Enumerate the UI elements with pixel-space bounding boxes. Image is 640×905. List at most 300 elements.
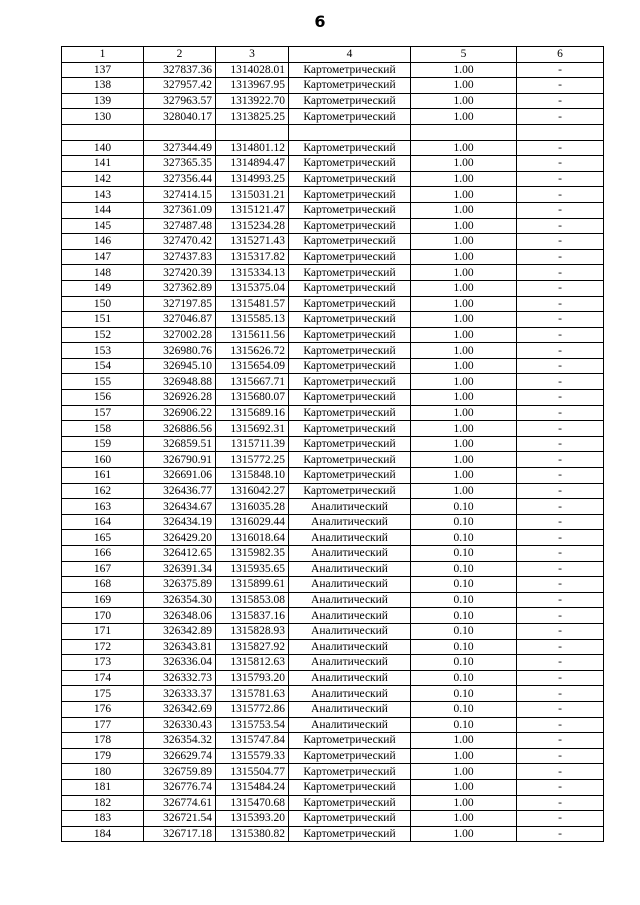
table-row [62,171,604,187]
point-number-cell: 173 [62,655,144,671]
table-row [62,795,604,811]
table-row [62,140,604,156]
method-cell: Картометрический [289,202,411,218]
table-row [62,468,604,484]
method-cell: Картометрический [289,327,411,343]
y-coordinate-cell: 1315271.43 [216,234,289,250]
y-coordinate-cell: 1313922.70 [216,93,289,109]
table-row [62,452,604,468]
accuracy-cell: 1.00 [411,265,517,281]
note-cell: - [517,265,604,281]
method-cell: Картометрический [289,280,411,296]
x-coordinate-cell: 326391.34 [144,561,216,577]
y-coordinate-cell: 1314894.47 [216,156,289,172]
table-body [62,62,604,842]
method-cell: Аналитический [289,577,411,593]
accuracy-cell: 1.00 [411,280,517,296]
table-row [62,78,604,94]
note-cell: - [517,187,604,203]
accuracy-cell: 1.00 [411,452,517,468]
x-coordinate-cell: 326691.06 [144,468,216,484]
table-row [62,639,604,655]
note-cell: - [517,405,604,421]
table-row [62,249,604,265]
table-row [62,62,604,78]
x-coordinate-cell: 326348.06 [144,608,216,624]
point-number-cell: 155 [62,374,144,390]
table-row [62,436,604,452]
table-row [62,374,604,390]
method-cell: Картометрический [289,234,411,250]
accuracy-cell: 0.10 [411,561,517,577]
x-coordinate-cell: 326330.43 [144,717,216,733]
point-number-cell: 165 [62,530,144,546]
method-cell: Картометрический [289,795,411,811]
point-number-cell: 166 [62,546,144,562]
point-number-cell: 162 [62,483,144,499]
accuracy-cell: 0.10 [411,655,517,671]
point-number-cell: 150 [62,296,144,312]
note-cell: - [517,483,604,499]
table-row [62,280,604,296]
note-cell: - [517,78,604,94]
table-row [62,312,604,328]
y-coordinate-cell: 1314993.25 [216,171,289,187]
accuracy-cell: 1.00 [411,779,517,795]
x-coordinate-cell: 326948.88 [144,374,216,390]
note-cell: - [517,156,604,172]
y-coordinate-cell: 1315504.77 [216,764,289,780]
point-number-cell [62,124,144,140]
accuracy-cell [411,124,517,140]
point-number-cell: 142 [62,171,144,187]
point-number-cell: 180 [62,764,144,780]
accuracy-cell: 1.00 [411,312,517,328]
x-coordinate-cell: 326776.74 [144,779,216,795]
x-coordinate-cell: 327002.28 [144,327,216,343]
method-cell: Картометрический [289,436,411,452]
y-coordinate-cell: 1315585.13 [216,312,289,328]
accuracy-cell: 0.10 [411,639,517,655]
y-coordinate-cell: 1316018.64 [216,530,289,546]
y-coordinate-cell: 1315753.54 [216,717,289,733]
point-number-cell: 157 [62,405,144,421]
x-coordinate-cell [144,124,216,140]
table-row [62,733,604,749]
y-coordinate-cell: 1314028.01 [216,62,289,78]
table-row [62,701,604,717]
y-coordinate-cell: 1315626.72 [216,343,289,359]
method-cell: Аналитический [289,561,411,577]
method-cell: Картометрический [289,779,411,795]
y-coordinate-cell: 1315654.09 [216,358,289,374]
method-cell: Картометрический [289,312,411,328]
y-coordinate-cell: 1316029.44 [216,514,289,530]
y-coordinate-cell: 1315334.13 [216,265,289,281]
table-row [62,655,604,671]
y-coordinate-cell: 1315481.57 [216,296,289,312]
point-number-cell: 154 [62,358,144,374]
table-row [62,608,604,624]
point-number-cell: 153 [62,343,144,359]
accuracy-cell: 1.00 [411,187,517,203]
x-coordinate-cell: 326342.89 [144,623,216,639]
point-number-cell: 170 [62,608,144,624]
accuracy-cell: 1.00 [411,62,517,78]
point-number-cell: 178 [62,733,144,749]
method-cell: Картометрический [289,826,411,842]
point-number-cell: 164 [62,514,144,530]
y-coordinate-cell: 1315393.20 [216,811,289,827]
table-row [62,218,604,234]
method-cell: Аналитический [289,530,411,546]
method-cell: Картометрический [289,109,411,125]
note-cell: - [517,280,604,296]
y-coordinate-cell: 1315689.16 [216,405,289,421]
note-cell [517,124,604,140]
table-row [62,187,604,203]
accuracy-cell: 0.10 [411,717,517,733]
x-coordinate-cell: 326332.73 [144,670,216,686]
note-cell: - [517,670,604,686]
note-cell: - [517,561,604,577]
x-coordinate-cell: 327957.42 [144,78,216,94]
x-coordinate-cell: 326774.61 [144,795,216,811]
point-number-cell: 140 [62,140,144,156]
accuracy-cell: 0.10 [411,546,517,562]
note-cell: - [517,296,604,312]
table-row [62,577,604,593]
method-cell: Картометрический [289,733,411,749]
method-cell [289,124,411,140]
x-coordinate-cell: 327837.36 [144,62,216,78]
note-cell: - [517,468,604,484]
x-coordinate-cell: 327344.49 [144,140,216,156]
y-coordinate-cell: 1315667.71 [216,374,289,390]
table-row [62,265,604,281]
note-cell: - [517,374,604,390]
x-coordinate-cell: 328040.17 [144,109,216,125]
table-row [62,779,604,795]
table-row [62,499,604,515]
x-coordinate-cell: 326336.04 [144,655,216,671]
x-coordinate-cell: 327963.57 [144,93,216,109]
accuracy-cell: 1.00 [411,218,517,234]
table-row [62,343,604,359]
point-number-cell: 151 [62,312,144,328]
point-number-cell: 143 [62,187,144,203]
accuracy-cell: 0.10 [411,592,517,608]
header-col-2: 2 [144,47,216,63]
y-coordinate-cell: 1315853.08 [216,592,289,608]
note-cell: - [517,312,604,328]
y-coordinate-cell [216,124,289,140]
x-coordinate-cell: 327414.15 [144,187,216,203]
table-row [62,514,604,530]
accuracy-cell: 1.00 [411,171,517,187]
note-cell: - [517,390,604,406]
table-row [62,124,604,140]
note-cell: - [517,343,604,359]
method-cell: Картометрический [289,748,411,764]
table-row [62,202,604,218]
point-number-cell: 137 [62,62,144,78]
header-col-1: 1 [62,47,144,63]
method-cell: Картометрический [289,249,411,265]
accuracy-cell: 0.10 [411,499,517,515]
note-cell: - [517,421,604,437]
x-coordinate-cell: 326906.22 [144,405,216,421]
accuracy-cell: 1.00 [411,296,517,312]
x-coordinate-cell: 326434.19 [144,514,216,530]
accuracy-cell: 1.00 [411,249,517,265]
table-row [62,592,604,608]
method-cell: Картометрический [289,171,411,187]
y-coordinate-cell: 1315837.16 [216,608,289,624]
note-cell: - [517,795,604,811]
y-coordinate-cell: 1315121.47 [216,202,289,218]
accuracy-cell: 0.10 [411,670,517,686]
method-cell: Картометрический [289,421,411,437]
table-row [62,670,604,686]
point-number-cell: 158 [62,421,144,437]
method-cell: Картометрический [289,374,411,390]
table-row [62,93,604,109]
method-cell: Аналитический [289,514,411,530]
x-coordinate-cell: 327197.85 [144,296,216,312]
point-number-cell: 160 [62,452,144,468]
point-number-cell: 172 [62,639,144,655]
table-row [62,561,604,577]
header-col-6: 6 [517,47,604,63]
point-number-cell: 146 [62,234,144,250]
y-coordinate-cell: 1315772.25 [216,452,289,468]
method-cell: Аналитический [289,701,411,717]
accuracy-cell: 1.00 [411,811,517,827]
method-cell: Картометрический [289,62,411,78]
note-cell: - [517,592,604,608]
y-coordinate-cell: 1314801.12 [216,140,289,156]
y-coordinate-cell: 1315317.82 [216,249,289,265]
point-number-cell: 148 [62,265,144,281]
x-coordinate-cell: 326759.89 [144,764,216,780]
point-number-cell: 171 [62,623,144,639]
accuracy-cell: 0.10 [411,514,517,530]
y-coordinate-cell: 1316042.27 [216,483,289,499]
table-row [62,748,604,764]
point-number-cell: 163 [62,499,144,515]
table-row [62,109,604,125]
method-cell: Картометрический [289,265,411,281]
accuracy-cell: 1.00 [411,358,517,374]
point-number-cell: 181 [62,779,144,795]
table-row [62,530,604,546]
point-number-cell: 176 [62,701,144,717]
note-cell: - [517,686,604,702]
accuracy-cell: 1.00 [411,468,517,484]
method-cell: Картометрический [289,218,411,234]
note-cell: - [517,717,604,733]
x-coordinate-cell: 326354.32 [144,733,216,749]
y-coordinate-cell: 1315680.07 [216,390,289,406]
x-coordinate-cell: 326629.74 [144,748,216,764]
x-coordinate-cell: 326717.18 [144,826,216,842]
x-coordinate-cell: 327365.35 [144,156,216,172]
x-coordinate-cell: 326886.56 [144,421,216,437]
y-coordinate-cell: 1315935.65 [216,561,289,577]
accuracy-cell: 1.00 [411,93,517,109]
method-cell: Аналитический [289,670,411,686]
note-cell: - [517,327,604,343]
point-number-cell: 169 [62,592,144,608]
accuracy-cell: 1.00 [411,78,517,94]
y-coordinate-cell: 1315692.31 [216,421,289,437]
table-row [62,156,604,172]
y-coordinate-cell: 1315747.84 [216,733,289,749]
accuracy-cell: 1.00 [411,483,517,499]
accuracy-cell: 0.10 [411,701,517,717]
note-cell: - [517,249,604,265]
point-number-cell: 168 [62,577,144,593]
note-cell: - [517,62,604,78]
accuracy-cell: 0.10 [411,608,517,624]
x-coordinate-cell: 327361.09 [144,202,216,218]
method-cell: Аналитический [289,592,411,608]
note-cell: - [517,748,604,764]
point-number-cell: 182 [62,795,144,811]
x-coordinate-cell: 326945.10 [144,358,216,374]
x-coordinate-cell: 326354.30 [144,592,216,608]
note-cell: - [517,639,604,655]
x-coordinate-cell: 326980.76 [144,343,216,359]
method-cell: Аналитический [289,655,411,671]
point-number-cell: 130 [62,109,144,125]
note-cell: - [517,577,604,593]
point-number-cell: 156 [62,390,144,406]
x-coordinate-cell: 326375.89 [144,577,216,593]
y-coordinate-cell: 1316035.28 [216,499,289,515]
y-coordinate-cell: 1315380.82 [216,826,289,842]
page-number: 6 [314,12,326,31]
note-cell: - [517,623,604,639]
table-row [62,421,604,437]
table-header [62,47,604,63]
y-coordinate-cell: 1315828.93 [216,623,289,639]
y-coordinate-cell: 1315982.35 [216,546,289,562]
point-number-cell: 179 [62,748,144,764]
header-col-3: 3 [216,47,289,63]
y-coordinate-cell: 1315611.56 [216,327,289,343]
note-cell: - [517,358,604,374]
accuracy-cell: 1.00 [411,140,517,156]
y-coordinate-cell: 1315470.68 [216,795,289,811]
x-coordinate-cell: 327362.89 [144,280,216,296]
y-coordinate-cell: 1315031.21 [216,187,289,203]
x-coordinate-cell: 326333.37 [144,686,216,702]
point-number-cell: 177 [62,717,144,733]
y-coordinate-cell: 1315899.61 [216,577,289,593]
method-cell: Картометрический [289,405,411,421]
x-coordinate-cell: 326436.77 [144,483,216,499]
note-cell: - [517,779,604,795]
table-row [62,390,604,406]
x-coordinate-cell: 327470.42 [144,234,216,250]
header-col-5: 5 [411,47,517,63]
note-cell: - [517,499,604,515]
point-number-cell: 145 [62,218,144,234]
accuracy-cell: 1.00 [411,390,517,406]
note-cell: - [517,655,604,671]
note-cell: - [517,764,604,780]
method-cell: Аналитический [289,639,411,655]
method-cell: Картометрический [289,78,411,94]
header-row [62,47,604,63]
x-coordinate-cell: 326342.69 [144,701,216,717]
method-cell: Аналитический [289,686,411,702]
x-coordinate-cell: 327046.87 [144,312,216,328]
accuracy-cell: 1.00 [411,826,517,842]
x-coordinate-cell: 326721.54 [144,811,216,827]
table-row [62,296,604,312]
accuracy-cell: 1.00 [411,405,517,421]
method-cell: Картометрический [289,468,411,484]
table-row [62,234,604,250]
method-cell: Аналитический [289,623,411,639]
note-cell: - [517,811,604,827]
point-number-cell: 139 [62,93,144,109]
x-coordinate-cell: 326859.51 [144,436,216,452]
note-cell: - [517,202,604,218]
method-cell: Картометрический [289,140,411,156]
y-coordinate-cell: 1315375.04 [216,280,289,296]
point-number-cell: 144 [62,202,144,218]
accuracy-cell: 1.00 [411,733,517,749]
y-coordinate-cell: 1315781.63 [216,686,289,702]
note-cell: - [517,546,604,562]
y-coordinate-cell: 1315579.33 [216,748,289,764]
note-cell: - [517,514,604,530]
y-coordinate-cell: 1315484.24 [216,779,289,795]
note-cell: - [517,733,604,749]
note-cell: - [517,530,604,546]
method-cell: Картометрический [289,156,411,172]
y-coordinate-cell: 1315827.92 [216,639,289,655]
table-row [62,358,604,374]
y-coordinate-cell: 1315234.28 [216,218,289,234]
point-number-cell: 138 [62,78,144,94]
point-number-cell: 175 [62,686,144,702]
table-row [62,623,604,639]
method-cell: Картометрический [289,93,411,109]
x-coordinate-cell: 326926.28 [144,390,216,406]
x-coordinate-cell: 326434.67 [144,499,216,515]
table-row [62,686,604,702]
table-row [62,811,604,827]
method-cell: Аналитический [289,546,411,562]
method-cell: Картометрический [289,358,411,374]
point-number-cell: 149 [62,280,144,296]
accuracy-cell: 1.00 [411,421,517,437]
y-coordinate-cell: 1315848.10 [216,468,289,484]
point-number-cell: 147 [62,249,144,265]
x-coordinate-cell: 327356.44 [144,171,216,187]
accuracy-cell: 0.10 [411,623,517,639]
method-cell: Картометрический [289,811,411,827]
table-row [62,764,604,780]
note-cell: - [517,701,604,717]
table-row [62,405,604,421]
x-coordinate-cell: 326412.65 [144,546,216,562]
